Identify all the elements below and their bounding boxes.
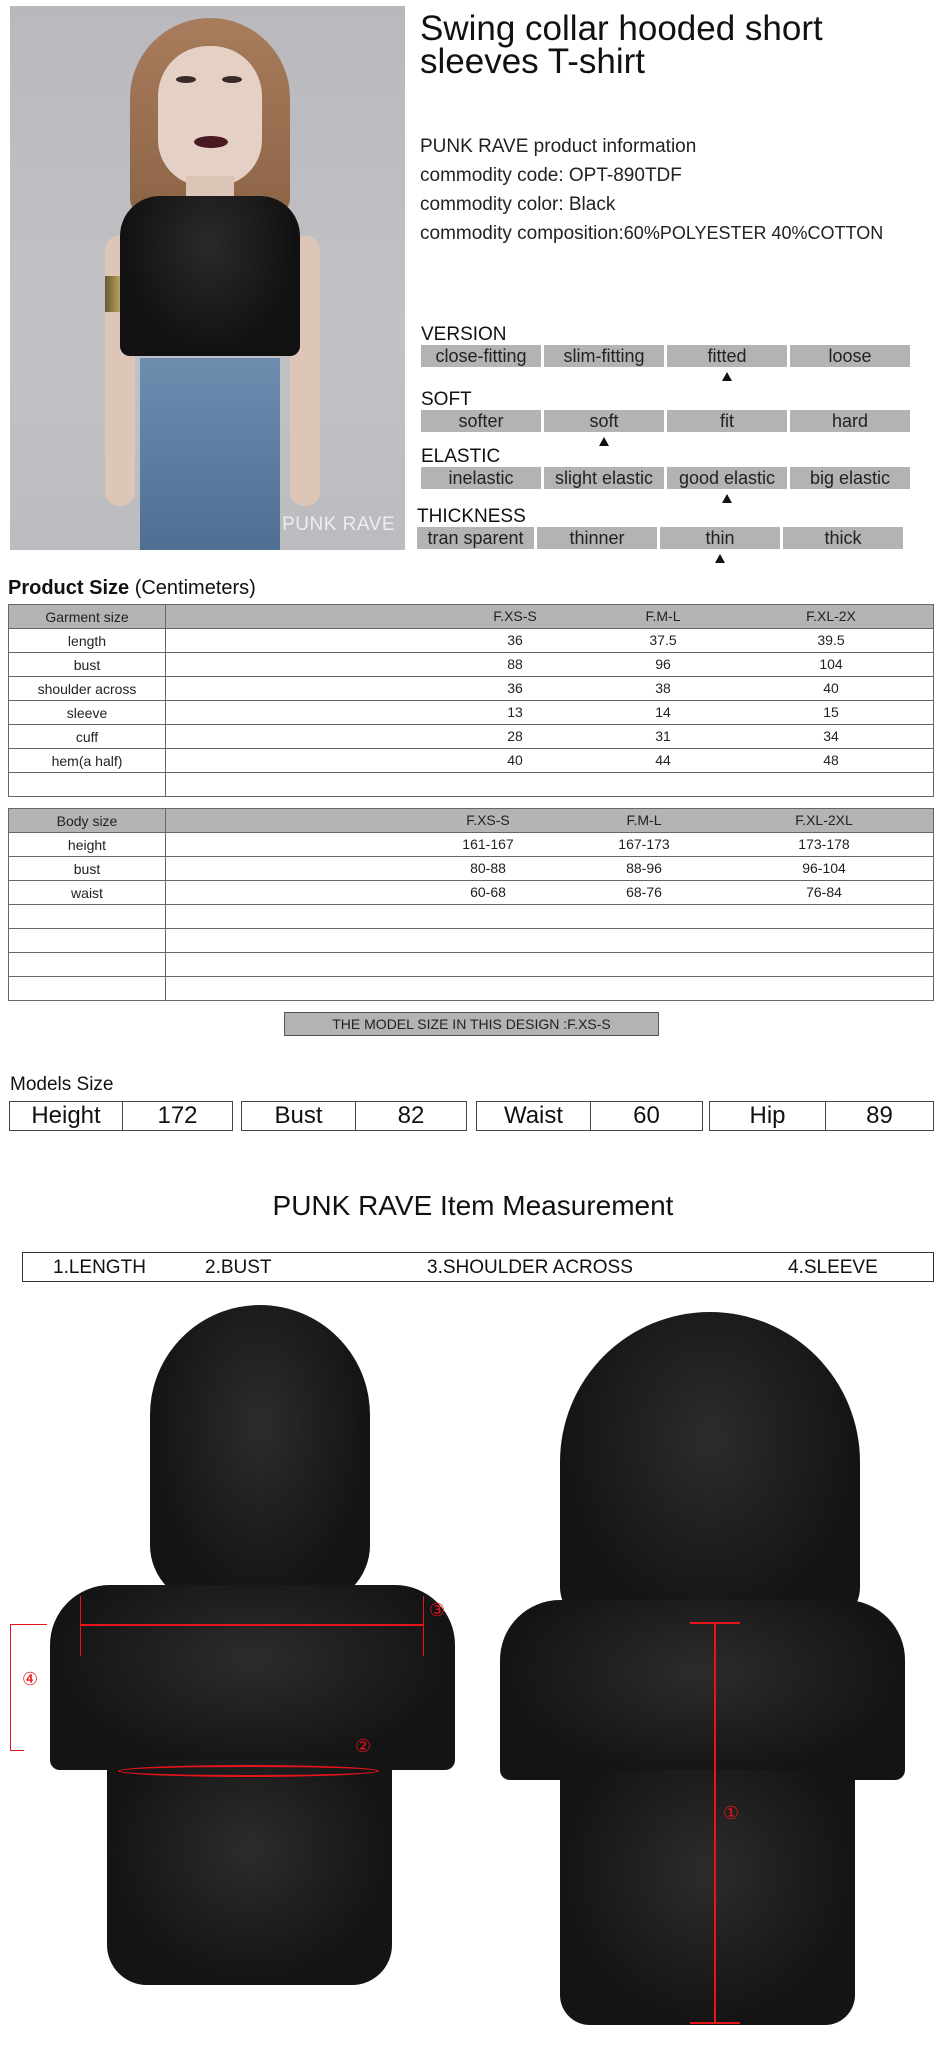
model-bust-box bbox=[241, 1101, 467, 1131]
front-garment-hood bbox=[150, 1305, 370, 1605]
row-values bbox=[166, 701, 934, 725]
table-row-empty bbox=[9, 977, 934, 1001]
attribute-option-selected bbox=[667, 467, 787, 489]
cell: 15 bbox=[823, 704, 839, 720]
row-values bbox=[166, 677, 934, 701]
attribute-option: thinner bbox=[537, 527, 657, 549]
attribute-option: slight elastic bbox=[544, 467, 664, 489]
selected-triangle-icon bbox=[722, 494, 732, 503]
commodity-composition bbox=[420, 219, 883, 248]
garment-size-table bbox=[8, 604, 934, 797]
product-info bbox=[420, 132, 883, 248]
table-header bbox=[9, 605, 934, 629]
attribute-version bbox=[421, 325, 910, 367]
title-line-1: Swing collar hooded short bbox=[420, 9, 823, 48]
sleeve-bracket-top bbox=[10, 1624, 47, 1625]
model-measure-value: 60 bbox=[590, 1102, 702, 1130]
cell: 40 bbox=[507, 752, 523, 768]
shoulder-tick-right bbox=[423, 1596, 424, 1656]
row-values bbox=[166, 629, 934, 653]
row-values bbox=[166, 857, 934, 881]
legend-sleeve: 4.SLEEVE bbox=[788, 1257, 878, 1278]
attribute-option: tran sparent bbox=[417, 527, 534, 549]
cell: 37.5 bbox=[649, 632, 677, 648]
attribute-bar bbox=[417, 527, 903, 549]
attribute-bar bbox=[421, 410, 910, 432]
model-measure-label: Bust bbox=[274, 1102, 323, 1129]
attribute-option: thick bbox=[783, 527, 903, 549]
product-title bbox=[420, 9, 940, 81]
model-hip-box bbox=[709, 1101, 934, 1131]
header-cell: F.M-L bbox=[645, 608, 681, 624]
sleeve-marker: ④ bbox=[22, 1669, 39, 1690]
model-height-box bbox=[9, 1101, 233, 1131]
empty-cell bbox=[166, 929, 934, 953]
model-measure-label: Hip bbox=[749, 1102, 786, 1129]
product-photo bbox=[10, 6, 405, 550]
table-row bbox=[9, 725, 934, 749]
title-line-2: sleeves T-shirt bbox=[420, 42, 645, 81]
row-values bbox=[166, 749, 934, 773]
option-text: thin bbox=[705, 528, 735, 548]
code-value: OPT-890TDF bbox=[568, 165, 682, 186]
sleeve-bracket-vertical bbox=[10, 1624, 11, 1751]
heading-bold: Product Size bbox=[8, 577, 130, 599]
cell: 104 bbox=[819, 656, 843, 672]
model-waist-box bbox=[476, 1101, 703, 1131]
attribute-bar bbox=[421, 467, 910, 489]
model-measure-label: Height bbox=[31, 1102, 101, 1129]
front-garment-torso bbox=[107, 1760, 392, 1985]
heading-unit: (Centimeters) bbox=[129, 577, 256, 599]
model-measure-value: 82 bbox=[355, 1102, 466, 1130]
table-header bbox=[9, 809, 934, 833]
info-heading: PUNK RAVE product information bbox=[420, 136, 697, 157]
row-label: sleeve bbox=[9, 701, 166, 725]
black-t-shirt bbox=[120, 196, 300, 356]
cell: 173-178 bbox=[798, 836, 850, 852]
header-values bbox=[166, 809, 934, 833]
model-measure-label: Waist bbox=[503, 1102, 564, 1129]
shoulder-line bbox=[80, 1624, 424, 1626]
model-eye bbox=[222, 76, 242, 83]
header-cell: F.M-L bbox=[626, 812, 662, 828]
empty-cell bbox=[9, 905, 166, 929]
product-size-heading bbox=[8, 577, 256, 600]
attribute-option: softer bbox=[421, 410, 541, 432]
empty-cell bbox=[166, 905, 934, 929]
table-row-empty bbox=[9, 905, 934, 929]
row-values bbox=[166, 833, 934, 857]
attribute-option: inelastic bbox=[421, 467, 541, 489]
empty-cell bbox=[9, 929, 166, 953]
table-row-empty bbox=[9, 773, 934, 797]
cell: 161-167 bbox=[462, 836, 514, 852]
color-label: commodity color: bbox=[420, 194, 569, 215]
cell: 60-68 bbox=[470, 884, 506, 900]
table-row bbox=[9, 749, 934, 773]
cell: 167-173 bbox=[618, 836, 670, 852]
selected-triangle-icon bbox=[599, 437, 609, 446]
models-size-title: Models Size bbox=[10, 1074, 114, 1095]
cell: 39.5 bbox=[817, 632, 845, 648]
table-row bbox=[9, 881, 934, 905]
attribute-option: big elastic bbox=[790, 467, 910, 489]
option-text: fitted bbox=[707, 346, 747, 366]
front-garment-shoulders bbox=[50, 1585, 455, 1770]
selected-triangle-icon bbox=[722, 372, 732, 381]
attribute-option: slim-fitting bbox=[544, 345, 664, 367]
model-size-banner: THE MODEL SIZE IN THIS DESIGN :F.XS-S bbox=[284, 1012, 659, 1036]
row-label: bust bbox=[9, 857, 166, 881]
row-values bbox=[166, 881, 934, 905]
bust-marker: ② bbox=[355, 1736, 372, 1757]
model-lips bbox=[194, 136, 228, 148]
cell: 38 bbox=[655, 680, 671, 696]
cell: 44 bbox=[655, 752, 671, 768]
attribute-thickness bbox=[417, 507, 903, 549]
table-row bbox=[9, 857, 934, 881]
sleeve-bracket-bottom bbox=[10, 1750, 24, 1751]
cell: 96 bbox=[655, 656, 671, 672]
color-value: Black bbox=[568, 194, 616, 215]
attribute-bar bbox=[421, 345, 910, 367]
attribute-option-selected bbox=[544, 410, 664, 432]
table-row bbox=[9, 629, 934, 653]
commodity-code bbox=[420, 161, 883, 190]
empty-cell bbox=[166, 977, 934, 1001]
table-row-empty bbox=[9, 929, 934, 953]
row-label: length bbox=[9, 629, 166, 653]
cell: 31 bbox=[655, 728, 671, 744]
row-label: height bbox=[9, 833, 166, 857]
cell: 14 bbox=[655, 704, 671, 720]
table-row bbox=[9, 833, 934, 857]
empty-cell bbox=[9, 773, 166, 797]
model-measure-value: 172 bbox=[122, 1102, 232, 1130]
shoulder-tick-left bbox=[80, 1596, 81, 1656]
option-text: good elastic bbox=[678, 468, 776, 488]
denim-skirt bbox=[140, 358, 280, 550]
cell: 48 bbox=[823, 752, 839, 768]
back-garment-hood bbox=[560, 1312, 860, 1627]
cell: 76-84 bbox=[806, 884, 842, 900]
empty-cell bbox=[9, 977, 166, 1001]
row-values bbox=[166, 653, 934, 677]
composition-value: 60%POLYESTER 40%COTTON bbox=[623, 223, 884, 243]
code-label: commodity code: bbox=[420, 165, 569, 186]
legend-shoulder-across: 3.SHOULDER ACROSS bbox=[427, 1257, 633, 1278]
row-label: hem(a half) bbox=[9, 749, 166, 773]
attribute-option: close-fitting bbox=[421, 345, 541, 367]
row-label: bust bbox=[9, 653, 166, 677]
empty-cell bbox=[166, 953, 934, 977]
commodity-color bbox=[420, 190, 883, 219]
row-label: shoulder across bbox=[9, 677, 166, 701]
empty-cell bbox=[9, 953, 166, 977]
length-marker: ① bbox=[723, 1803, 740, 1824]
header-cell: F.XL-2X bbox=[806, 608, 856, 624]
header-cell: Body size bbox=[9, 809, 166, 833]
legend-bust: 2.BUST bbox=[205, 1257, 272, 1278]
cell: 28 bbox=[507, 728, 523, 744]
table-row bbox=[9, 677, 934, 701]
selected-triangle-icon bbox=[715, 554, 725, 563]
header-values bbox=[166, 605, 934, 629]
cell: 34 bbox=[823, 728, 839, 744]
attribute-option: hard bbox=[790, 410, 910, 432]
header-cell: F.XS-S bbox=[466, 812, 510, 828]
table-row bbox=[9, 653, 934, 677]
table-row-empty bbox=[9, 953, 934, 977]
attribute-label: VERSION bbox=[421, 324, 507, 345]
empty-cell bbox=[166, 773, 934, 797]
cell: 88-96 bbox=[626, 860, 662, 876]
table-row bbox=[9, 701, 934, 725]
model-eye bbox=[176, 76, 196, 83]
legend-length: 1.LENGTH bbox=[53, 1257, 146, 1278]
composition-label: commodity composition: bbox=[420, 223, 624, 244]
row-values bbox=[166, 725, 934, 749]
attribute-soft bbox=[421, 390, 910, 432]
measurement-title: PUNK RAVE Item Measurement bbox=[272, 1190, 674, 1221]
cell: 80-88 bbox=[470, 860, 506, 876]
cell: 36 bbox=[507, 632, 523, 648]
cell: 36 bbox=[507, 680, 523, 696]
body-size-table bbox=[8, 808, 934, 1001]
attribute-option-selected bbox=[660, 527, 780, 549]
header-cell: F.XL-2XL bbox=[795, 812, 853, 828]
row-label: cuff bbox=[9, 725, 166, 749]
cell: 96-104 bbox=[802, 860, 846, 876]
length-line-bottom bbox=[690, 2022, 740, 2024]
length-line bbox=[714, 1622, 716, 2024]
option-text: soft bbox=[589, 411, 619, 431]
row-label: waist bbox=[9, 881, 166, 905]
shoulder-marker: ③ bbox=[429, 1600, 446, 1621]
back-garment-shoulders bbox=[500, 1600, 905, 1780]
attribute-label: ELASTIC bbox=[421, 446, 501, 467]
attribute-label: SOFT bbox=[421, 389, 472, 410]
cell: 40 bbox=[823, 680, 839, 696]
back-garment-torso bbox=[560, 1770, 855, 2025]
attribute-option: fit bbox=[667, 410, 787, 432]
attribute-option: loose bbox=[790, 345, 910, 367]
header-cell: Garment size bbox=[9, 605, 166, 629]
cell: 88 bbox=[507, 656, 523, 672]
model-measure-value: 89 bbox=[825, 1102, 933, 1130]
model-face bbox=[158, 46, 262, 186]
bust-ellipse bbox=[118, 1765, 379, 1777]
attribute-option-selected bbox=[667, 345, 787, 367]
measurement-legend bbox=[22, 1252, 934, 1282]
cell: 13 bbox=[507, 704, 523, 720]
attribute-elastic bbox=[421, 447, 910, 489]
attribute-label: THICKNESS bbox=[417, 506, 526, 527]
photo-watermark: PUNK RAVE bbox=[282, 514, 395, 535]
header-cell: F.XS-S bbox=[493, 608, 537, 624]
cell: 68-76 bbox=[626, 884, 662, 900]
